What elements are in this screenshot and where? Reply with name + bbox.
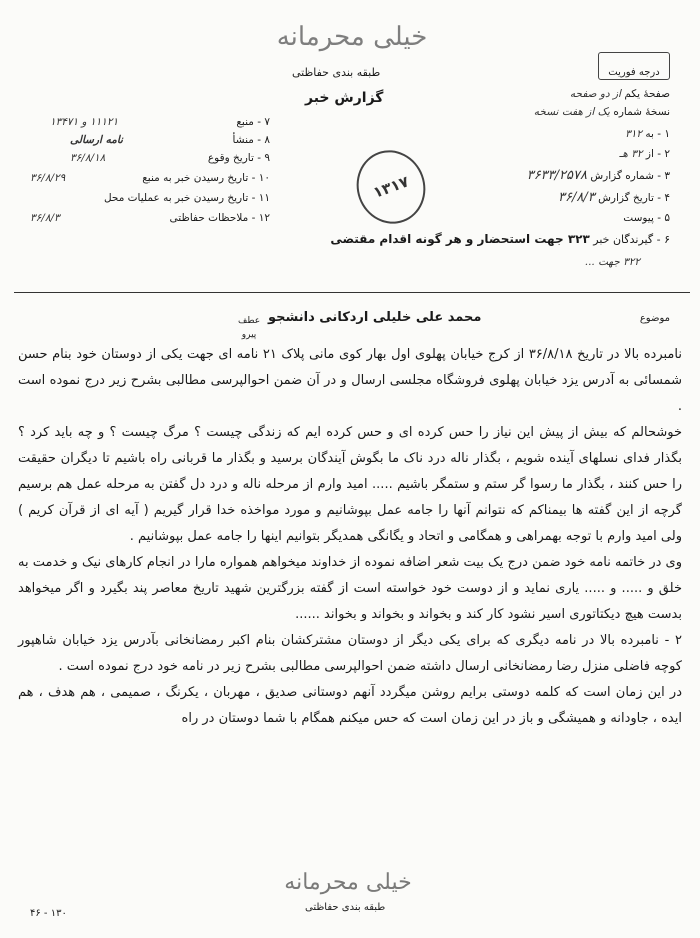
report-body [18, 342, 682, 732]
field-label: منشأ [232, 134, 254, 146]
right-field-report-number [527, 168, 670, 183]
field-label: ۹ [264, 152, 270, 164]
body-paragraph: ۲ - نامبرده بالا در نامه دیگری که برای یکی دیگر از دوستان مشترکشان بنام اکبر رمضانخانی بآدرس یزد خیابان شاهپور کوچه فاضلی منزل رضا رمضانخانی ارسال داشته ضمن احوالپرسی مطالبی بشرح زیر در نامه خود درج نموده است . [18, 633, 682, 674]
field-label: تاریخ وقوع [207, 152, 254, 164]
field-label: ۱۱ [258, 192, 270, 204]
atf-label: عطف [238, 316, 261, 326]
peyro-label: پیرو [241, 330, 257, 340]
bottom-classification-label: طبقه بندی حفاظتی [305, 902, 386, 913]
top-classification-stamp: خیلی محرمانه [276, 22, 428, 52]
field-label: ۳ - شماره گزارش [590, 170, 670, 182]
left-field-10: ۱۰ - تاریخ رسیدن خبر به منبع ۳۶/۸/۲۹ [30, 172, 270, 184]
field-value: ۳۲۲ جهت ... [584, 256, 640, 268]
field-value: ۱۱۱۲۱ و ۱۳۴۷۱ [50, 116, 119, 128]
field-label: ۴ - تاریخ گزارش [598, 192, 670, 204]
left-field-12: ۱۲ - ملاحظات حفاظتی ۳۶/۸/۳ [30, 212, 270, 224]
field-value: ۳۲ هـ [619, 148, 643, 160]
field-label: ۶ - گیرندگان خبر [593, 233, 670, 246]
field-label: ملاحظات حفاظتی [169, 212, 249, 224]
right-field-report-date [558, 190, 670, 205]
field-value: ۳۶۳۳/۲۵۷۸ [526, 168, 587, 183]
report-title: گزارش خبر [305, 90, 384, 106]
left-field-11: ۱۱ - تاریخ رسیدن خبر به عملیات محل [103, 192, 270, 204]
field-value: نامه ارسالی [70, 134, 123, 146]
priority-label: درجه فوریت [608, 67, 660, 78]
circular-seal [346, 141, 435, 234]
subject-text: محمد علی خلیلی اردکانی دانشجو [268, 310, 482, 325]
body-paragraph: خوشحالم که بیش از پیش این نیاز را حس کرده ای و حس کرده ایم که زندگی چیست ؟ مرگ چیست ؟ و چه باید کرد ؟ بگذار فدای نسلهای آینده شویم ، بگذار ناله درد ناک ما بگوش آیندگان برسید و بگذار ما قربانی راه باشیم تا دیگران حقیقت را حس کنند ، بگذار ما رسوا گر ستم و ستمگر باشیم ..... امید وارم از مرحله ناله و درد دل گفتن به مرحله عمل هم برسیم گرچه از این گفته ها بیمناکم که نتوانم آنها را جامه عمل بپوشانیم و مورد مواخذه خدا قرار گیریم ( آیه ای از قرآن کریم ) ولی امید وارم با توجه بهمراهی و همگامی و اتحاد و یگانگی همدیگر بتوانیم اینها را جامه عمل بپوشانیم . [18, 425, 682, 544]
field-value: ۳۶/۸/۱۸ [70, 152, 106, 164]
field-label: نسخهٔ شماره [613, 106, 670, 118]
field-label: ۱۰ [258, 172, 270, 184]
field-value: ۳۶/۸/۳ [30, 212, 60, 224]
field-label: ۲ - از [645, 148, 670, 160]
reference-labels [238, 314, 260, 342]
right-field-from [619, 148, 670, 160]
field-value: از دو صفحه [569, 88, 621, 100]
field-value: ۳۶/۸/۲۹ [30, 172, 66, 184]
right-field-recipients-2 [585, 256, 640, 268]
bottom-classification-stamp: خیلی محرمانه [284, 870, 412, 895]
right-field-copy [534, 106, 670, 118]
field-label: تاریخ رسیدن خبر به عملیات محل [103, 192, 249, 204]
field-value: ۳۶/۸/۳ [558, 190, 595, 205]
body-paragraph: نامبرده بالا در تاریخ ۳۶/۸/۱۸ از کرج خیابان پهلوی اول بهار کوی مانی پلاک ۲۱ نامه ای جهت یکی از دوستان خود بنام حسن شمسائی به آدرس یزد خیابان پهلوی فروشگاه مجلسی ارسال و در آن ضمن احوالپرسی مطالبی بشرح زیر درج نموده است . [18, 347, 682, 414]
classification-label: طبقه بندی حفاظتی [292, 66, 381, 79]
field-value: ۳۲۳ جهت استحضار و هر گونه اقدام مقتضی [330, 232, 590, 246]
subject-label: موضوع [639, 313, 670, 324]
field-value: ۳۱۲ [625, 128, 642, 140]
field-label: تاریخ رسیدن خبر به منبع [142, 172, 249, 184]
field-label: ۸ [264, 134, 270, 146]
field-label: ۷ [264, 116, 270, 128]
left-field-9: ۹ - تاریخ وقوع ۳۶/۸/۱۸ [70, 152, 270, 164]
left-field-7: ۷ - منبع ۱۱۱۲۱ و ۱۳۴۷۱ [50, 116, 270, 128]
field-label: ۱ - به [645, 128, 670, 140]
footer-code: ۴۶ - ۱۳۰ [30, 908, 67, 919]
body-paragraph: در این زمان است که کلمه دوستی برایم روشن میگردد آنهم دوستانی صدیق ، مهربان ، یکرنگ ، صمیمی ، هم هدف ، هم ایده ، جاودانه و همیشگی و باز در این زمان است که حس میکنم همگام با شما دوستان در راه [18, 685, 682, 726]
right-field-attachment [623, 212, 670, 224]
right-field-to [625, 128, 670, 140]
field-value: یک از هفت نسخه [533, 106, 610, 118]
field-label: صفحهٔ یکم [624, 88, 670, 100]
priority-box [598, 52, 670, 80]
field-label: منبع [236, 116, 254, 128]
right-field-recipients [330, 232, 670, 246]
divider-line [14, 292, 690, 293]
right-field-page [570, 88, 670, 100]
field-label: ۱۲ [258, 212, 270, 224]
body-paragraph: وی در خاتمه نامه خود ضمن درج یک بیت شعر اضافه نموده از خداوند میخواهم همواره مارا در انجام کارهای نیک و خدمت به خلق و ..... و ..... یاری نماید و از دوست خود خواسته است از گفته بزرگترین شهید تاریخ معاصر پند بگیرد و اگر میخواهد بدست هیچ دیکتاتوری اسیر نشود کار کند و بخواند و بخواند و بخواند ...... [18, 555, 682, 622]
left-field-8: ۸ - منشأ نامه ارسالی [70, 134, 270, 146]
field-label: ۵ - پیوست [623, 212, 670, 224]
seal-number: ۱۳۱۷ [370, 172, 412, 202]
